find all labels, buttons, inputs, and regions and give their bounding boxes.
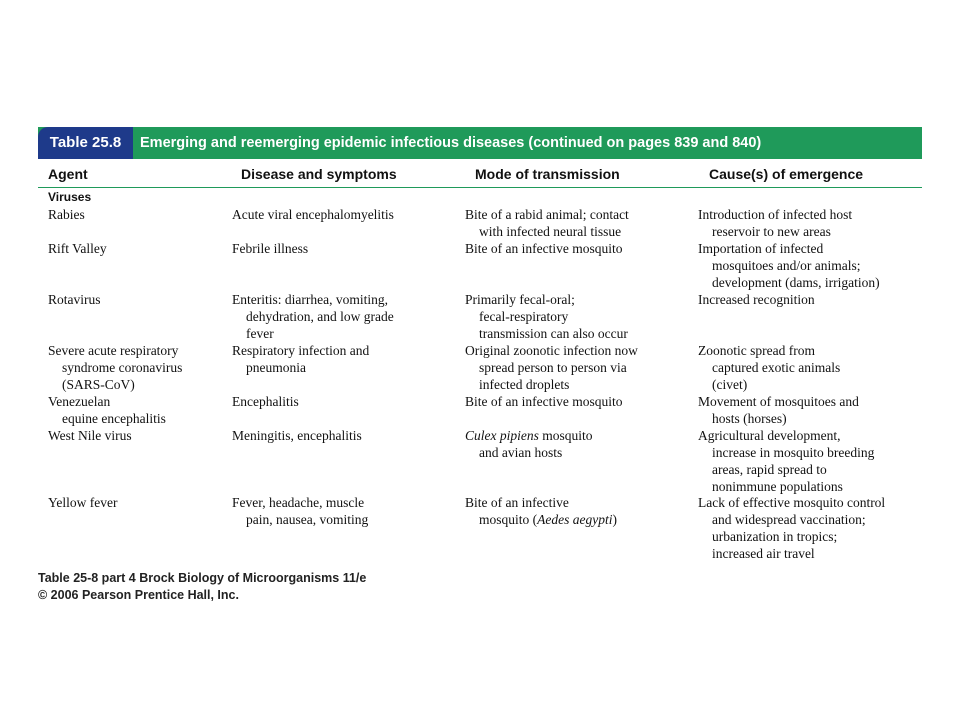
cell-agent — [48, 494, 118, 511]
cell-agent — [48, 342, 182, 393]
column-header-agent: Agent — [48, 166, 88, 182]
cell-cause — [698, 291, 815, 308]
cell-mode — [465, 240, 622, 257]
cell-line: Respiratory infection and — [232, 343, 370, 358]
section-label-viruses: Viruses — [48, 190, 92, 204]
cell-line: Original zoonotic infection now — [465, 343, 638, 358]
cell-disease — [232, 494, 368, 528]
cell-line: pneumonia — [246, 360, 306, 375]
cell-line: equine encephalitis — [62, 411, 166, 426]
cell-line: Rotavirus — [48, 292, 101, 307]
table-caption: Emerging and reemerging epidemic infectious diseases (continued on pages 839 and 840) — [140, 135, 762, 151]
cell-line: fecal-respiratory — [479, 309, 569, 324]
cell-cause — [698, 393, 859, 427]
cell-line: Severe acute respiratory — [48, 343, 179, 358]
cell-line: transmission can also occur — [479, 326, 628, 341]
cell-line: Febrile illness — [232, 241, 309, 256]
column-header-mode: Mode of transmission — [475, 166, 620, 182]
cell-line: (SARS-CoV) — [62, 377, 135, 392]
cell-line: (civet) — [712, 377, 748, 392]
column-header-disease: Disease and symptoms — [241, 166, 397, 182]
cell-line: Zoonotic spread from — [698, 343, 815, 358]
cell-agent — [48, 291, 101, 308]
column-header-cause: Cause(s) of emergence — [709, 166, 864, 182]
cell-line: with infected neural tissue — [479, 224, 622, 239]
cell-line: Movement of mosquitoes and — [698, 394, 859, 409]
cell-line: Fever, headache, muscle — [232, 495, 365, 510]
cell-line: Lack of effective mosquito control — [698, 495, 886, 510]
cell-line: reservoir to new areas — [712, 224, 831, 239]
cell-line: Introduction of infected host — [698, 207, 853, 222]
cell-line: Enteritis: diarrhea, vomiting, — [232, 292, 388, 307]
cell-line: Agricultural development, — [698, 428, 841, 443]
cell-disease — [232, 240, 308, 257]
cell-mode — [465, 342, 638, 393]
cell-agent — [48, 427, 132, 444]
table-number-tab: Table 25.8 — [38, 127, 133, 159]
cell-line: mosquito (Aedes aegypti) — [479, 512, 617, 527]
cell-mode — [465, 393, 622, 410]
cell-line: fever — [246, 326, 274, 341]
cell-agent — [48, 206, 85, 223]
cell-disease — [232, 291, 394, 342]
cell-line: Primarily fecal-oral; — [465, 292, 575, 307]
cell-mode — [465, 291, 628, 342]
cell-line: syndrome coronavirus — [62, 360, 183, 375]
cell-line: Bite of an infective mosquito — [465, 241, 623, 256]
cell-cause — [698, 427, 874, 495]
cell-line: Bite of an infective — [465, 495, 569, 510]
cell-line: Culex pipiens mosquito — [465, 428, 593, 443]
cell-line: pain, nausea, vomiting — [246, 512, 369, 527]
cell-line: development (dams, irrigation) — [712, 275, 880, 290]
cell-disease — [232, 427, 362, 444]
cell-mode — [465, 427, 593, 461]
column-headers — [38, 159, 922, 188]
cell-line: Venezuelan — [48, 394, 111, 409]
cell-disease — [232, 393, 299, 410]
cell-line: Importation of infected — [698, 241, 824, 256]
cell-mode — [465, 494, 617, 528]
cell-line: and widespread vaccination; — [712, 512, 866, 527]
cell-cause — [698, 342, 840, 393]
cell-line: hosts (horses) — [712, 411, 787, 426]
cell-line: spread person to person via — [479, 360, 627, 375]
cell-line: urbanization in tropics; — [712, 529, 838, 544]
cell-line: Bite of an infective mosquito — [465, 394, 623, 409]
cell-line: Meningitis, encephalitis — [232, 428, 362, 443]
cell-line: increase in mosquito breeding — [712, 445, 875, 460]
cell-line: nonimmune populations — [712, 479, 843, 494]
figure-credit — [38, 570, 366, 604]
credit-line-1: Table 25-8 part 4 Brock Biology of Microorganisms 11/e — [38, 571, 367, 585]
cell-cause — [698, 240, 880, 291]
cell-cause — [698, 494, 885, 562]
cell-line: areas, rapid spread to — [712, 462, 827, 477]
cell-line: West Nile virus — [48, 428, 132, 443]
cell-disease — [232, 342, 369, 376]
cell-mode — [465, 206, 629, 240]
cell-line: dehydration, and low grade — [246, 309, 394, 324]
cell-cause — [698, 206, 852, 240]
cell-line: captured exotic animals — [712, 360, 841, 375]
cell-line: and avian hosts — [479, 445, 563, 460]
cell-line: Increased recognition — [698, 292, 815, 307]
cell-line: Rift Valley — [48, 241, 107, 256]
cell-line: Rabies — [48, 207, 85, 222]
cell-line: Acute viral encephalomyelitis — [232, 207, 394, 222]
cell-line: Yellow fever — [48, 495, 118, 510]
cell-agent — [48, 393, 166, 427]
credit-line-2: © 2006 Pearson Prentice Hall, Inc. — [38, 588, 239, 602]
cell-line: increased air travel — [712, 546, 815, 561]
cell-disease — [232, 206, 394, 223]
cell-agent — [48, 240, 107, 257]
cell-line: mosquitoes and/or animals; — [712, 258, 861, 273]
cell-line: Encephalitis — [232, 394, 299, 409]
cell-line: Bite of a rabid animal; contact — [465, 207, 629, 222]
cell-line: infected droplets — [479, 377, 570, 392]
